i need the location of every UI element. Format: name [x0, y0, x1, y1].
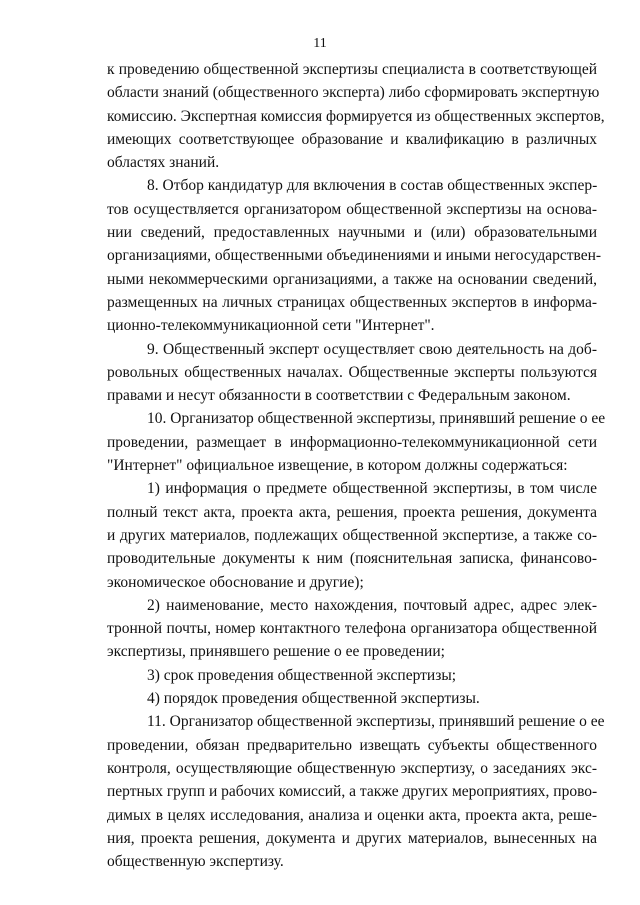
paragraph-continuation [107, 58, 605, 174]
text-line: 11. Организатор общественной экспертизы, принявший решение о ее [147, 713, 605, 731]
paragraph-subitem-1 [107, 477, 597, 593]
text-line: "Интернет" официальное извещение, в котором должны содержаться: [107, 457, 568, 475]
paragraph-subitem-4 [107, 687, 597, 710]
text-line: правами и несут обязанности в соответствии с Федеральным законом. [107, 387, 571, 405]
text-line: области знаний (общественного эксперта) либо сформировать экспертную [107, 84, 600, 102]
page-number: 11 [313, 36, 327, 51]
text-line: 4) порядок проведения общественной экспертизы. [147, 690, 480, 708]
paragraph-item-11 [107, 710, 605, 873]
text-line: тронной почты, номер контактного телефона организатора общественной [107, 620, 597, 638]
paragraph-subitem-2 [107, 594, 597, 664]
text-line: ровольных общественных началах. Общественные эксперты пользуются [107, 363, 597, 381]
text-line: проведении, обязан предварительно извещать субъекты общественного [107, 736, 597, 754]
text-line: пертных групп и рабочих комиссий, а также других мероприятиях, прово- [107, 783, 598, 801]
text-line: экономическое обоснование и другие); [107, 573, 364, 591]
text-line: общественную экспертизу. [107, 853, 284, 871]
text-line: проводительные документы к ним (пояснительная записка, финансово- [107, 550, 597, 568]
document-body [107, 58, 606, 873]
text-line: к проведению общественной экспертизы специалиста в соответствующей [107, 61, 597, 78]
text-line: имеющих соответствующее образование и квалификацию в различных [107, 130, 597, 148]
text-line: областях знаний. [107, 154, 220, 172]
text-line: димых в целях исследования, анализа и оценки акта, проекта акта, реше- [107, 806, 597, 824]
text-line: нии сведений, предоставленных научными и (или) образовательными [107, 224, 597, 242]
text-line: организациями, общественными объединениями и иными негосударствен- [107, 247, 602, 265]
text-line: проведении, размещает в информационно-телекоммуникационной сети [107, 433, 597, 451]
text-line: контроля, осуществляющие общественную экспертизу, о заседаниях экс- [107, 759, 597, 777]
text-line: размещенных на личных страницах общественных экспертов в информа- [107, 293, 597, 311]
text-line: ными некоммерческими организациями, а также на основании сведений, [107, 270, 597, 288]
paragraph-item-9 [107, 338, 597, 408]
text-line: комиссию. Экспертная комиссия формируется из общественных экспертов, [107, 107, 605, 125]
paragraph-item-8 [107, 174, 602, 337]
text-line: 8. Отбор кандидатур для включения в состав общественных экспер- [147, 177, 598, 195]
paragraph-item-10 [107, 407, 606, 477]
text-line: тов осуществляется организатором общественной экспертизы на основа- [107, 200, 597, 218]
text-line: 9. Общественный эксперт осуществляет свою деятельность на доб- [147, 340, 597, 358]
text-line: экспертизы, принявшего решение о ее проведении; [107, 643, 445, 661]
paragraph-subitem-3 [107, 664, 597, 687]
text-line: 2) наименование, место нахождения, почтовый адрес, адрес элек- [147, 596, 597, 614]
text-line: 3) срок проведения общественной экспертизы; [147, 666, 457, 684]
text-line: 1) информация о предмете общественной экспертизы, в том числе [147, 480, 597, 498]
text-line: ния, проекта решения, документа и других материалов, вынесенных на [107, 829, 597, 847]
text-line: ционно-телекоммуникационной сети "Интернет". [107, 317, 435, 335]
text-line: и других материалов, подлежащих общественной экспертизе, а также со- [107, 526, 597, 544]
text-line: 10. Организатор общественной экспертизы, принявший решение о ее [147, 410, 606, 428]
text-line: полный текст акта, проекта акта, решения, проекта решения, документа [107, 503, 597, 521]
